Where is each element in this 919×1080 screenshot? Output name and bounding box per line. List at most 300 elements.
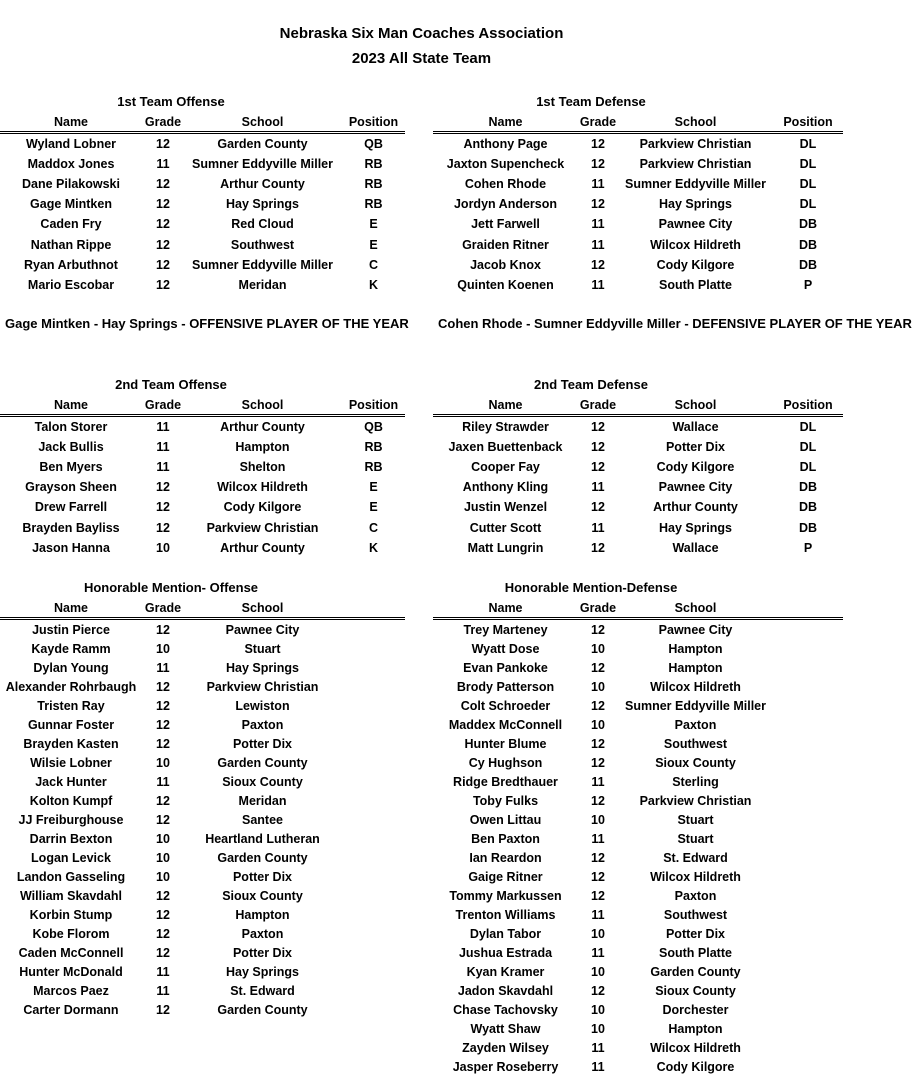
player-grade: 10 — [156, 642, 170, 656]
player-grade: 11 — [591, 217, 605, 232]
table-row — [433, 134, 843, 154]
table-row — [0, 772, 405, 792]
player-grade: 12 — [156, 520, 170, 535]
player-grade: 12 — [591, 137, 605, 151]
player-grade: 12 — [591, 699, 605, 713]
table-row — [0, 620, 405, 640]
player-position: DB — [798, 500, 818, 515]
player-school: Paxton — [674, 889, 717, 903]
player-grade: 11 — [591, 775, 605, 789]
player-school: Garden County — [217, 756, 308, 770]
player-grade: 12 — [591, 661, 605, 675]
player-position: QB — [364, 137, 383, 151]
table-row — [433, 174, 843, 194]
player-name: Riley Strawder — [462, 420, 549, 434]
player-grade: 11 — [156, 440, 170, 455]
player-school: Sumner Eddyville Miller — [624, 699, 766, 713]
player-school: Wilcox Hildreth — [650, 1041, 741, 1055]
player-school: Garden County — [650, 965, 741, 979]
table-row — [0, 194, 405, 214]
player-name: Matt Lungrin — [467, 540, 544, 555]
player-grade: 10 — [156, 756, 170, 770]
player-name: Carter Dormann — [23, 1003, 119, 1017]
player-grade: 12 — [156, 680, 170, 694]
player-school: Wallace — [672, 420, 719, 434]
table-row — [433, 696, 843, 716]
player-grade: 10 — [591, 927, 605, 941]
player-grade: 12 — [156, 946, 170, 960]
player-name: Logan Levick — [31, 851, 111, 865]
table-row — [0, 677, 405, 697]
player-name: Gunnar Foster — [27, 718, 115, 732]
player-name: Jack Bullis — [38, 440, 104, 455]
table-row — [433, 791, 843, 811]
column-header-school: School — [241, 115, 284, 129]
player-name: Caden McConnell — [18, 946, 124, 960]
player-name: Tristen Ray — [37, 699, 105, 713]
player-name: Alexander Rohrbaugh — [5, 680, 137, 694]
table-row — [433, 734, 843, 754]
table-row — [433, 753, 843, 773]
player-grade: 11 — [591, 480, 605, 495]
player-school: Wilcox Hildreth — [650, 237, 741, 252]
table-row — [0, 696, 405, 716]
column-header-grade: Grade — [144, 601, 182, 615]
player-name: Dane Pilakowski — [22, 177, 120, 192]
player-grade: 12 — [591, 500, 605, 515]
first-offense-title: 1st Team Offense — [117, 94, 225, 109]
player-name: Jack Hunter — [35, 775, 107, 789]
player-name: Wyatt Dose — [471, 642, 540, 656]
player-school: Parkview Christian — [639, 794, 752, 808]
table-row — [433, 962, 843, 982]
player-name: Colt Schroeder — [460, 699, 551, 713]
player-school: Hay Springs — [226, 197, 299, 212]
player-grade: 12 — [591, 851, 605, 865]
table-row — [433, 477, 843, 497]
player-school: Southwest — [663, 908, 728, 922]
player-grade: 11 — [156, 420, 170, 434]
player-name: Grayson Sheen — [25, 480, 117, 495]
player-name: Chase Tachovsky — [453, 1003, 558, 1017]
table-row — [433, 154, 843, 174]
first-defense-title: 1st Team Defense — [536, 94, 646, 109]
column-header-position: Position — [348, 115, 399, 129]
column-header-grade: Grade — [579, 115, 617, 129]
player-name: Owen Littau — [469, 813, 542, 827]
player-name: Cutter Scott — [469, 520, 542, 535]
column-header-grade: Grade — [579, 398, 617, 412]
table-row — [0, 235, 405, 255]
player-school: Garden County — [217, 137, 308, 151]
offensive-player-of-year: Gage Mintken - Hay Springs - OFFENSIVE PLAYER OF THE YEAR — [5, 316, 409, 331]
player-school: Meridan — [238, 794, 287, 808]
table-row — [0, 437, 405, 457]
player-name: Ben Paxton — [471, 832, 540, 846]
player-grade: 12 — [591, 623, 605, 637]
document-title: Nebraska Six Man Coaches Association — [279, 25, 564, 42]
player-school: Southwest — [230, 237, 295, 252]
player-school: Arthur County — [220, 420, 305, 434]
table-row — [0, 457, 405, 477]
table-row — [433, 1057, 843, 1077]
table-row — [433, 867, 843, 887]
player-school: Arthur County — [653, 500, 738, 515]
player-school: Hay Springs — [226, 661, 299, 675]
first-defense-header — [433, 112, 843, 132]
player-name: Talon Storer — [34, 420, 108, 434]
player-school: South Platte — [659, 277, 732, 292]
player-position: RB — [364, 440, 383, 455]
player-school: Heartland Lutheran — [205, 832, 320, 846]
player-position: QB — [364, 420, 383, 434]
player-school: Paxton — [241, 927, 284, 941]
player-name: Drew Farrell — [34, 500, 108, 515]
player-school: Potter Dix — [232, 737, 293, 751]
player-grade: 11 — [156, 460, 170, 475]
second-offense-header — [0, 395, 405, 415]
table-row — [433, 214, 843, 234]
player-grade: 12 — [156, 480, 170, 495]
player-grade: 11 — [591, 1041, 605, 1055]
player-grade: 12 — [156, 908, 170, 922]
player-school: Hay Springs — [659, 197, 732, 212]
player-school: Dorchester — [662, 1003, 729, 1017]
player-school: Red Cloud — [231, 217, 294, 232]
player-school: Parkview Christian — [639, 157, 752, 172]
player-grade: 10 — [156, 870, 170, 884]
table-row — [0, 924, 405, 944]
table-row — [0, 255, 405, 275]
player-grade: 12 — [156, 889, 170, 903]
table-row — [433, 194, 843, 214]
player-school: Sioux County — [655, 756, 736, 770]
player-position: DL — [799, 157, 817, 172]
player-name: Cy Hughson — [468, 756, 543, 770]
column-header-position: Position — [783, 398, 833, 412]
player-school: Hay Springs — [659, 520, 732, 535]
player-position: E — [369, 480, 378, 495]
column-header-school: School — [241, 601, 284, 615]
table-row — [433, 620, 843, 640]
table-row — [433, 981, 843, 1001]
table-row — [0, 417, 405, 437]
player-position: DL — [799, 440, 817, 455]
table-row — [0, 518, 405, 538]
document-subtitle: 2023 All State Team — [351, 50, 492, 67]
player-grade: 11 — [591, 520, 605, 535]
player-grade: 12 — [591, 157, 605, 172]
player-name: Jaxen Buettenback — [448, 440, 563, 455]
player-school: Pawnee City — [658, 217, 733, 232]
column-header-name: Name — [488, 601, 523, 615]
column-header-position: Position — [783, 115, 833, 129]
player-name: Brody Patterson — [456, 680, 555, 694]
player-name: Ben Myers — [39, 460, 103, 475]
player-position: DB — [798, 257, 818, 272]
player-grade: 10 — [591, 718, 605, 732]
second-defense-title: 2nd Team Defense — [534, 377, 648, 392]
player-grade: 11 — [156, 965, 170, 979]
player-name: Gage Mintken — [30, 197, 112, 212]
player-school: St. Edward — [663, 851, 728, 865]
column-header-name: Name — [53, 601, 89, 615]
player-grade: 12 — [156, 177, 170, 192]
player-grade: 11 — [156, 984, 170, 998]
player-school: Cody Kilgore — [656, 1060, 735, 1074]
table-row — [0, 791, 405, 811]
player-school: Santee — [242, 813, 283, 827]
column-header-school: School — [241, 398, 284, 412]
player-name: Kobe Florom — [32, 927, 110, 941]
table-row — [433, 772, 843, 792]
player-school: Wallace — [672, 540, 719, 555]
player-grade: 12 — [591, 257, 605, 272]
player-school: Sumner Eddyville Miller — [191, 257, 333, 272]
player-grade: 12 — [156, 813, 170, 827]
player-name: Maddox Jones — [27, 157, 115, 172]
player-school: Sumner Eddyville Miller — [624, 177, 766, 192]
player-grade: 11 — [591, 908, 605, 922]
player-grade: 11 — [591, 177, 605, 192]
player-school: Wilcox Hildreth — [650, 870, 741, 884]
column-header-school: School — [674, 398, 717, 412]
player-position: DB — [798, 480, 818, 495]
player-name: Ridge Bredthauer — [453, 775, 558, 789]
player-grade: 11 — [591, 277, 605, 292]
hm-defense-header — [433, 598, 843, 618]
player-position: DL — [799, 137, 817, 151]
column-header-grade: Grade — [144, 115, 182, 129]
player-grade: 10 — [156, 851, 170, 865]
player-school: Wilcox Hildreth — [217, 480, 308, 495]
player-school: Wilcox Hildreth — [650, 680, 741, 694]
player-grade: 12 — [156, 699, 170, 713]
player-school: Potter Dix — [232, 870, 293, 884]
player-position: DL — [799, 197, 817, 212]
column-header-school: School — [674, 601, 717, 615]
player-name: Jett Farwell — [471, 217, 540, 232]
table-row — [433, 639, 843, 659]
table-row — [0, 886, 405, 906]
player-name: Trenton Williams — [455, 908, 556, 922]
player-name: Mario Escobar — [27, 277, 115, 292]
table-row — [0, 1000, 405, 1020]
player-grade: 12 — [591, 984, 605, 998]
player-position: DL — [799, 460, 817, 475]
player-name: Wyatt Shaw — [470, 1022, 541, 1036]
player-school: Cody Kilgore — [223, 500, 302, 515]
player-name: Ian Reardon — [469, 851, 542, 865]
player-name: Evan Pankoke — [463, 661, 548, 675]
player-grade: 12 — [591, 420, 605, 434]
table-row — [433, 437, 843, 457]
player-name: Justin Pierce — [32, 623, 110, 637]
column-header-name: Name — [53, 115, 89, 129]
player-grade: 11 — [156, 157, 170, 172]
player-name: Hunter Blume — [464, 737, 547, 751]
column-header-grade: Grade — [579, 601, 617, 615]
first-offense-header — [0, 112, 405, 132]
table-row — [433, 497, 843, 517]
player-school: Paxton — [674, 718, 717, 732]
player-school: Pawnee City — [225, 623, 300, 637]
player-grade: 12 — [591, 737, 605, 751]
player-school: Meridan — [238, 277, 287, 292]
player-position: RB — [364, 177, 383, 192]
player-grade: 11 — [156, 775, 170, 789]
table-row — [0, 810, 405, 830]
player-school: Potter Dix — [232, 946, 293, 960]
player-school: Pawnee City — [658, 623, 733, 637]
table-row — [433, 829, 843, 849]
player-name: Jordyn Anderson — [453, 197, 558, 212]
player-grade: 12 — [591, 794, 605, 808]
table-row — [0, 962, 405, 982]
player-name: Graiden Ritner — [462, 237, 549, 252]
table-row — [0, 981, 405, 1001]
player-school: Garden County — [217, 851, 308, 865]
player-position: E — [369, 500, 378, 515]
player-grade: 11 — [591, 832, 605, 846]
table-row — [433, 886, 843, 906]
player-school: Parkview Christian — [206, 680, 319, 694]
player-school: Sterling — [672, 775, 719, 789]
player-position: C — [368, 520, 379, 535]
player-name: Trey Marteney — [463, 623, 548, 637]
player-grade: 12 — [156, 718, 170, 732]
player-name: Wilsie Lobner — [30, 756, 112, 770]
player-school: Garden County — [217, 1003, 308, 1017]
player-name: Jaxton Supencheck — [446, 157, 565, 172]
player-grade: 10 — [591, 813, 605, 827]
player-name: Ryan Arbuthnot — [24, 257, 118, 272]
player-name: Kolton Kumpf — [29, 794, 113, 808]
player-position: P — [803, 277, 813, 292]
player-name: Wyland Lobner — [25, 137, 117, 151]
player-name: Zayden Wilsey — [462, 1041, 549, 1055]
player-grade: 12 — [591, 870, 605, 884]
player-position: RB — [364, 157, 383, 172]
player-school: Hampton — [235, 440, 290, 455]
column-header-name: Name — [488, 398, 523, 412]
column-header-name: Name — [488, 115, 523, 129]
table-row — [0, 867, 405, 887]
player-grade: 10 — [156, 540, 170, 555]
player-school: Southwest — [663, 737, 728, 751]
table-row — [0, 477, 405, 497]
column-header-position: Position — [348, 398, 399, 412]
table-row — [0, 538, 405, 558]
player-name: Quinten Koenen — [457, 277, 554, 292]
player-name: Toby Fulks — [472, 794, 539, 808]
player-grade: 12 — [156, 197, 170, 212]
defensive-player-of-year: Cohen Rhode - Sumner Eddyville Miller - DEFENSIVE PLAYER OF THE YEAR — [438, 316, 912, 331]
table-row — [433, 538, 843, 558]
player-grade: 12 — [156, 927, 170, 941]
table-row — [0, 753, 405, 773]
player-grade: 12 — [156, 623, 170, 637]
player-name: Brayden Kasten — [23, 737, 119, 751]
player-position: E — [369, 237, 378, 252]
player-position: P — [803, 540, 813, 555]
player-grade: 10 — [591, 965, 605, 979]
player-position: K — [368, 540, 379, 555]
table-row — [0, 734, 405, 754]
player-school: Pawnee City — [658, 480, 733, 495]
player-school: Sumner Eddyville Miller — [191, 157, 333, 172]
player-school: Stuart — [244, 642, 281, 656]
player-grade: 12 — [591, 756, 605, 770]
column-header-grade: Grade — [144, 398, 182, 412]
player-school: Sioux County — [655, 984, 736, 998]
player-school: Shelton — [239, 460, 286, 475]
player-school: Arthur County — [220, 177, 305, 192]
player-school: Stuart — [677, 832, 714, 846]
player-school: Hampton — [235, 908, 290, 922]
player-name: Jushua Estrada — [458, 946, 553, 960]
player-name: Jason Hanna — [32, 540, 110, 555]
player-grade: 12 — [156, 217, 170, 232]
player-position: DB — [798, 237, 818, 252]
table-row — [0, 154, 405, 174]
player-name: Kayde Ramm — [31, 642, 111, 656]
player-school: Stuart — [677, 813, 714, 827]
table-row — [433, 924, 843, 944]
table-row — [0, 715, 405, 735]
player-grade: 12 — [156, 500, 170, 515]
player-name: Landon Gasseling — [16, 870, 126, 884]
player-name: Gaige Ritner — [468, 870, 543, 884]
player-name: Korbin Stump — [29, 908, 113, 922]
player-name: Tommy Markussen — [449, 889, 562, 903]
table-row — [433, 417, 843, 437]
player-school: Hay Springs — [226, 965, 299, 979]
player-grade: 12 — [156, 794, 170, 808]
table-row — [433, 905, 843, 925]
player-name: Cohen Rhode — [464, 177, 547, 192]
table-row — [0, 214, 405, 234]
hm-defense-title: Honorable Mention-Defense — [504, 580, 678, 595]
player-name: Justin Wenzel — [463, 500, 548, 515]
table-row — [433, 810, 843, 830]
player-grade: 10 — [591, 1003, 605, 1017]
player-grade: 12 — [156, 1003, 170, 1017]
player-name: Brayden Bayliss — [22, 520, 120, 535]
table-row — [433, 255, 843, 275]
player-grade: 12 — [156, 737, 170, 751]
table-row — [433, 235, 843, 255]
player-grade: 12 — [591, 197, 605, 212]
player-name: Marcos Paez — [33, 984, 109, 998]
player-grade: 12 — [591, 440, 605, 455]
table-row — [433, 1038, 843, 1058]
player-grade: 12 — [156, 237, 170, 252]
player-position: C — [368, 257, 379, 272]
player-grade: 11 — [591, 237, 605, 252]
table-row — [433, 1019, 843, 1039]
hm-offense-header — [0, 598, 405, 618]
table-row — [0, 848, 405, 868]
player-school: St. Edward — [230, 984, 295, 998]
player-name: JJ Freiburghouse — [18, 813, 124, 827]
table-row — [433, 275, 843, 295]
column-header-name: Name — [53, 398, 89, 412]
table-row — [433, 1000, 843, 1020]
table-row — [0, 174, 405, 194]
player-name: Jadon Skavdahl — [457, 984, 554, 998]
player-grade: 10 — [591, 642, 605, 656]
